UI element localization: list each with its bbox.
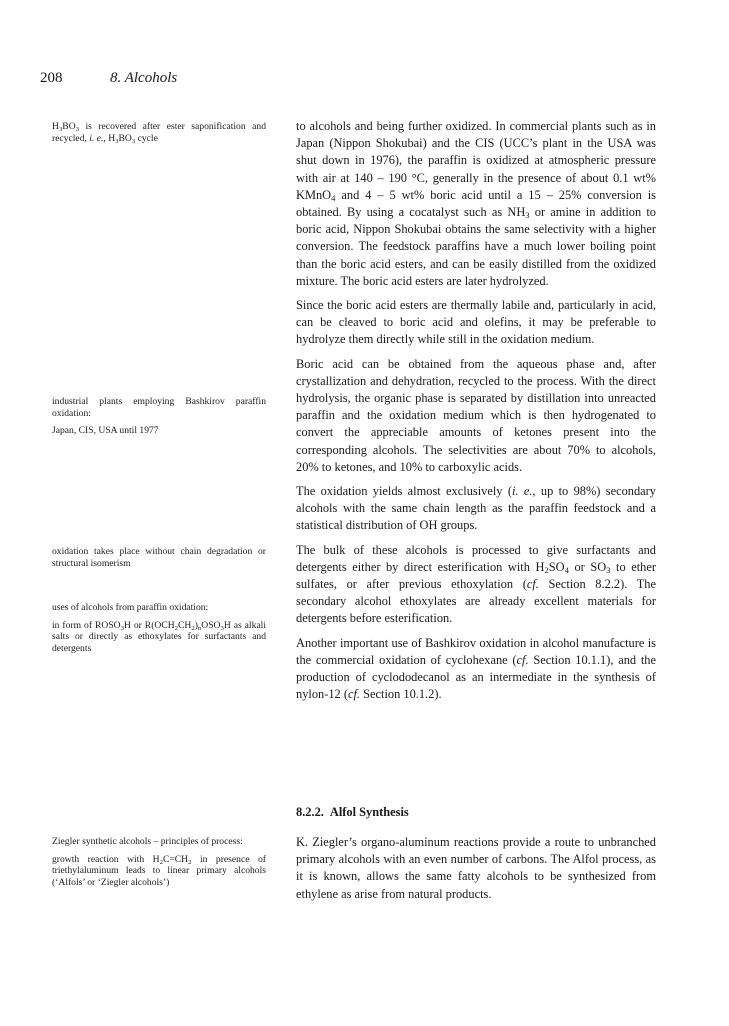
paragraph-4: The oxidation yields almost exclusively (i. e., up to 98%) secondary alcohols with the same chain length as the paraffin feedstock and a statistical distribution of OH groups. bbox=[296, 484, 656, 533]
main-text-lower bbox=[296, 834, 656, 910]
paragraph-5: The bulk of these alcohols is processed to give surfactants and detergents either by direct esterification with $H_2SO_4$ or $SO_3$ to ether sulfates, or after previous ethoxylation (cf. Section 8.2.2). The secondary alcohol ethoxylates are already excellent materials for detergents before esterification. bbox=[296, 542, 656, 626]
margin-note-plants: industrial plants employing Bashkirov paraffin oxidation: Japan, CIS, USA until 1977 bbox=[52, 396, 266, 437]
paragraph-1: to alcohols and being further oxidized. In commercial plants such as in Japan (Nippon Shokubai) and the CIS (UCC’s plant in the USA was shut down in 1976), the paraffin is oxidized at atmospheric pressure with air at 140 – 190 °C, generally in the presence of about 0.1 wt% KMnO$_4$ and 4 – 5 wt% boric acid until a 15 – 25% conversion is obtained. By using a cocatalyst such as $NH_3$ or amine in addition to boric acid, Nippon Shokubai obtains the same selectivity with a higher conversion. The feedstock paraffins have a much lower boiling point than the boric acid esters, and can be easily distilled from the oxidized mixture. The boric acid esters are later hydrolyzed. bbox=[296, 119, 656, 288]
section-heading: 8.2.2. Alfol Synthesis bbox=[296, 805, 409, 819]
paragraph-2: Since the boric acid esters are thermally labile and, particularly in acid, can be cleaved to boric acid and olefins, it may be preferable to hydrolyze them directly while still in the oxidation medium. bbox=[296, 298, 656, 347]
paragraph-7: K. Ziegler’s organo-aluminum reactions provide a route to unbranched primary alcohols with an even number of carbons. The Alfol process, as it is known, allows the same fatty alcohols to be synthesized from ethylene as arise from natural products. bbox=[296, 835, 656, 901]
main-text-upper bbox=[296, 118, 656, 711]
chapter-title: 8. Alcohols bbox=[110, 70, 178, 86]
margin-note-oxidation: oxidation takes place without chain degradation or structural isomerism bbox=[52, 546, 266, 569]
margin-note-uses: uses of alcohols from paraffin oxidation: in form of $ROSO_3H$ or $R(OCH_2CH_2)_nOSO_3H$ as alkali salts or directly as ethoxylates for surfactants and detergents bbox=[52, 602, 266, 654]
paragraph-6: Another important use of Bashkirov oxidation in alcohol manufacture is the commercial oxidation of cyclohexane (cf. Section 10.1.1), and the production of cyclododecanol as an intermediate in the synthesis of nylon-12 (cf. Section 10.1.2). bbox=[296, 635, 656, 702]
paragraph-3: Boric acid can be obtained from the aqueous phase and, after crystallization and dehydration, recycled to the process. With the direct hydrolysis, the organic phase is separated by distillation into unreacted paraffin and the oxidation medium which is then hydrogenated to convert the appreciable amounts of ketones present into the corresponding alcohols. The selectivities are about 70% to alcohols, 20% to ketones, and 10% to carboxylic acids. bbox=[296, 356, 656, 474]
margin-note-boric-cycle: $H_3BO_3$ is recovered after ester saponification and recycled, i. e., $H_3BO_3$ cycle bbox=[52, 121, 266, 145]
page-number: 208 bbox=[40, 70, 63, 86]
margin-note-ziegler: Ziegler synthetic alcohols – principles of process: growth reaction with $H_2C=CH_2$ in presence of triethylaluminum leads to linear primary alcohols (‘Alfols’ or ‘Ziegler alcohols’) bbox=[52, 836, 266, 888]
